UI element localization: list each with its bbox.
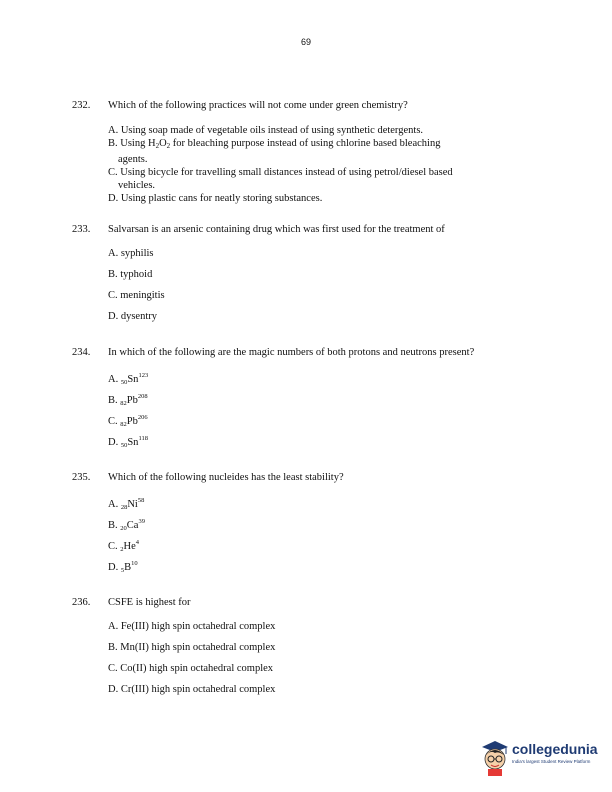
page-number: 69 (300, 37, 311, 47)
collegedunia-logo (478, 737, 608, 777)
question-text: In which of the following are the magic numbers of both protons and neutrons present? (108, 347, 475, 358)
option-c: C. $_2He^4$ (108, 539, 140, 553)
option-c: C. meningitis (108, 290, 165, 301)
question-number: 232. (72, 100, 91, 111)
question-text: Which of the following nucleides has the least stability? (108, 472, 344, 483)
option-a: A. $_{50}Sn^{123}$ (108, 372, 149, 386)
question-number: 236. (72, 597, 91, 608)
option-b: B. $_{20}Ca^{39}$ (108, 518, 145, 532)
option-b: B. Using H2O2 for bleaching purpose instead of using chlorine based bleaching (108, 138, 441, 150)
option-a: A. Fe(III) high spin octahedral complex (108, 621, 276, 632)
question-text: Salvarsan is an arsenic containing drug which was first used for the treatment of (108, 224, 445, 235)
option-c-continued: vehicles. (118, 180, 156, 191)
option-b: B. typhoid (108, 269, 153, 280)
question-number: 233. (72, 224, 91, 235)
option-b: B. $_{82}Pb^{208}$ (108, 393, 148, 407)
question-233 (72, 224, 552, 332)
option-c: C. Using bicycle for travelling small distances instead of using petrol/diesel based (108, 167, 453, 178)
option-d: D. Using plastic cans for neatly storing substances. (108, 193, 323, 204)
question-text: Which of the following practices will not come under green chemistry? (108, 100, 408, 111)
question-number: 235. (72, 472, 91, 483)
option-c: C. $_{82}Pb^{206}$ (108, 414, 148, 428)
question-number: 234. (72, 347, 91, 358)
option-a: A. $_{28}Ni^{58}$ (108, 497, 145, 511)
logo-tagline: India's largest Student Review Platform (512, 759, 591, 764)
option-d: D. $_5B^{10}$ (108, 560, 138, 574)
option-a: A. syphilis (108, 248, 154, 259)
question-text: CSFE is highest for (108, 597, 191, 608)
option-a: A. Using soap made of vegetable oils instead of using synthetic detergents. (108, 125, 424, 136)
logo-wordmark: collegedunia (512, 741, 598, 757)
option-b-continued: agents. (118, 154, 148, 165)
question-236 (72, 597, 552, 705)
option-b: B. Mn(II) high spin octahedral complex (108, 642, 276, 653)
option-d: D. $_{50}Sn^{118}$ (108, 435, 148, 449)
question-235 (72, 472, 552, 581)
question-234 (72, 347, 552, 456)
mascot-icon (478, 737, 512, 777)
option-c: C. Co(II) high spin octahedral complex (108, 663, 274, 674)
option-d: D. Cr(III) high spin octahedral complex (108, 684, 276, 695)
question-232 (72, 100, 552, 205)
option-d: D. dysentry (108, 311, 157, 322)
